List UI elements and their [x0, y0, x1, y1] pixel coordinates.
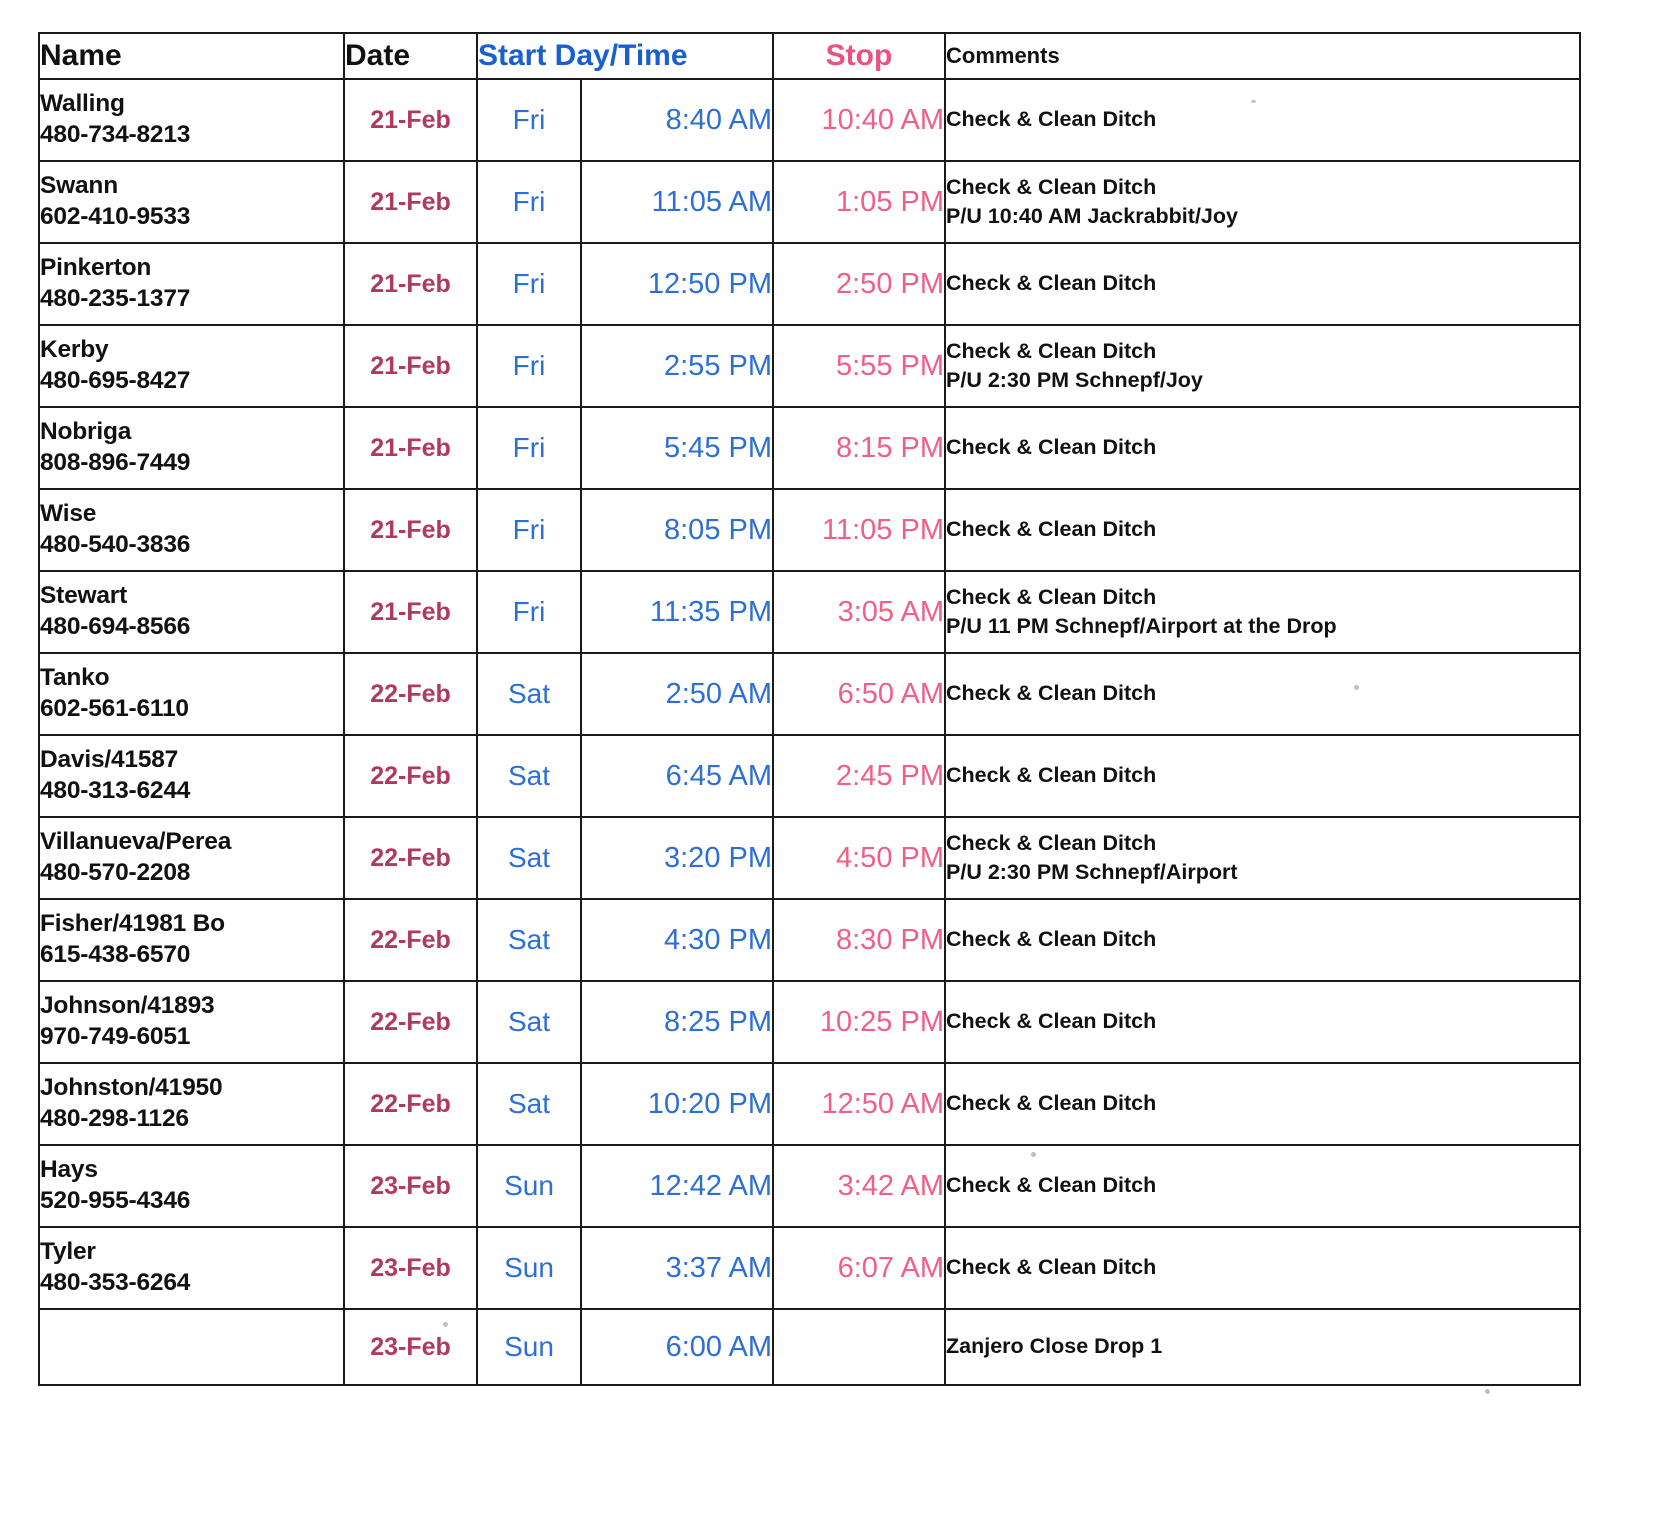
cell-day: Fri [477, 571, 581, 653]
table-row [39, 653, 1580, 735]
cell-day: Fri [477, 489, 581, 571]
cell-name [39, 899, 344, 981]
column-header-stop: Stop [773, 33, 945, 79]
customer-name: Walling [40, 90, 125, 118]
cell-name [39, 571, 344, 653]
customer-name: Johnston/41950 [40, 1074, 223, 1102]
column-header-comments: Comments [945, 33, 1580, 79]
schedule-table [38, 32, 1581, 1386]
schedule-sheet [38, 32, 1579, 1386]
cell-stop-time: 11:05 PM [773, 489, 945, 571]
comment-line-1: Check & Clean Ditch [946, 1255, 1157, 1280]
cell-name [39, 325, 344, 407]
cell-comments [945, 735, 1580, 817]
cell-start-time: 4:30 PM [581, 899, 773, 981]
cell-name [39, 1063, 344, 1145]
scan-speck [1354, 685, 1359, 690]
cell-start-time: 12:50 PM [581, 243, 773, 325]
cell-day: Fri [477, 325, 581, 407]
customer-phone: 970-749-6051 [40, 1023, 191, 1050]
customer-name: Wise [40, 500, 97, 528]
cell-stop-time: 5:55 PM [773, 325, 945, 407]
cell-comments [945, 79, 1580, 161]
comment-line-1: Check & Clean Ditch [946, 271, 1157, 296]
cell-stop-time: 8:30 PM [773, 899, 945, 981]
customer-phone: 480-734-8213 [40, 121, 191, 148]
cell-start-time: 5:45 PM [581, 407, 773, 489]
cell-start-time: 6:45 AM [581, 735, 773, 817]
comment-line-1: Check & Clean Ditch [946, 1091, 1157, 1116]
comment-line-2: P/U 10:40 AM Jackrabbit/Joy [946, 204, 1238, 228]
cell-date: 22-Feb [344, 735, 477, 817]
customer-name: Davis/41587 [40, 746, 179, 774]
customer-phone: 480-353-6264 [40, 1269, 191, 1296]
cell-day: Sat [477, 981, 581, 1063]
comment-line-1: Check & Clean Ditch [946, 174, 1157, 199]
cell-start-time: 3:37 AM [581, 1227, 773, 1309]
cell-start-time: 3:20 PM [581, 817, 773, 899]
customer-phone: 808-896-7449 [40, 449, 191, 476]
customer-phone: 480-570-2208 [40, 859, 191, 886]
customer-phone: 480-298-1126 [40, 1105, 189, 1132]
cell-comments [945, 1063, 1580, 1145]
table-row [39, 735, 1580, 817]
table-row [39, 407, 1580, 489]
table-row [39, 79, 1580, 161]
cell-day: Fri [477, 161, 581, 243]
cell-day: Sat [477, 817, 581, 899]
customer-name: Tanko [40, 664, 110, 692]
cell-start-time: 11:05 AM [581, 161, 773, 243]
cell-name [39, 653, 344, 735]
customer-name: Johnson/41893 [40, 992, 215, 1020]
column-header-date: Date [344, 33, 477, 79]
cell-date: 21-Feb [344, 161, 477, 243]
cell-start-time: 8:05 PM [581, 489, 773, 571]
cell-name [39, 1309, 344, 1385]
cell-stop-time: 1:05 PM [773, 161, 945, 243]
customer-phone: 615-438-6570 [40, 941, 191, 968]
cell-comments [945, 407, 1580, 489]
scan-speck [443, 1322, 448, 1327]
cell-name [39, 79, 344, 161]
cell-comments [945, 1145, 1580, 1227]
customer-name: Stewart [40, 582, 128, 610]
comment-line-1: Check & Clean Ditch [946, 338, 1157, 363]
customer-phone: 480-313-6244 [40, 777, 191, 804]
cell-name [39, 981, 344, 1063]
cell-stop-time: 4:50 PM [773, 817, 945, 899]
cell-name [39, 161, 344, 243]
comment-line-1: Check & Clean Ditch [946, 1173, 1157, 1198]
table-header [39, 33, 1580, 79]
customer-name: Nobriga [40, 418, 132, 446]
table-row [39, 1309, 1580, 1385]
cell-comments [945, 899, 1580, 981]
cell-date: 22-Feb [344, 981, 477, 1063]
cell-date: 22-Feb [344, 899, 477, 981]
cell-comments [945, 489, 1580, 571]
table-body [39, 79, 1580, 1385]
cell-date: 23-Feb [344, 1309, 477, 1385]
column-header-name: Name [39, 33, 344, 79]
cell-date: 21-Feb [344, 571, 477, 653]
cell-stop-time [773, 1309, 945, 1385]
cell-start-time: 8:40 AM [581, 79, 773, 161]
cell-date: 21-Feb [344, 79, 477, 161]
cell-day: Sat [477, 899, 581, 981]
cell-start-time: 12:42 AM [581, 1145, 773, 1227]
cell-date: 23-Feb [344, 1227, 477, 1309]
cell-comments [945, 161, 1580, 243]
cell-stop-time: 10:25 PM [773, 981, 945, 1063]
comment-line-1: Check & Clean Ditch [946, 763, 1157, 788]
cell-name [39, 735, 344, 817]
cell-start-time: 10:20 PM [581, 1063, 773, 1145]
cell-day: Sat [477, 1063, 581, 1145]
cell-date: 23-Feb [344, 1145, 477, 1227]
cell-comments [945, 325, 1580, 407]
customer-phone: 480-540-3836 [40, 531, 191, 558]
cell-day: Sun [477, 1309, 581, 1385]
cell-comments [945, 571, 1580, 653]
table-row [39, 325, 1580, 407]
cell-start-time: 6:00 AM [581, 1309, 773, 1385]
cell-start-time: 8:25 PM [581, 981, 773, 1063]
table-row [39, 899, 1580, 981]
cell-stop-time: 6:50 AM [773, 653, 945, 735]
comment-line-1: Check & Clean Ditch [946, 681, 1157, 706]
cell-day: Sun [477, 1227, 581, 1309]
scan-speck [1031, 1152, 1036, 1157]
comment-line-1: Check & Clean Ditch [946, 1009, 1157, 1034]
table-row [39, 161, 1580, 243]
comment-line-1: Check & Clean Ditch [946, 830, 1157, 855]
cell-date: 21-Feb [344, 243, 477, 325]
comment-line-1: Check & Clean Ditch [946, 517, 1157, 542]
customer-phone: 480-695-8427 [40, 367, 191, 394]
cell-name [39, 243, 344, 325]
cell-comments [945, 243, 1580, 325]
comment-line-1: Check & Clean Ditch [946, 584, 1157, 609]
table-row [39, 571, 1580, 653]
cell-day: Sat [477, 735, 581, 817]
scan-speck [1485, 1389, 1490, 1394]
customer-name: Kerby [40, 336, 109, 364]
customer-phone: 520-955-4346 [40, 1187, 191, 1214]
table-row [39, 1227, 1580, 1309]
customer-name: Pinkerton [40, 254, 152, 282]
customer-name: Tyler [40, 1238, 96, 1266]
column-header-start: Start Day/Time [477, 33, 773, 79]
cell-comments [945, 1227, 1580, 1309]
comment-line-2: P/U 2:30 PM Schnepf/Airport [946, 860, 1238, 884]
customer-name: Villanueva/Perea [40, 828, 232, 856]
cell-stop-time: 10:40 AM [773, 79, 945, 161]
cell-day: Sun [477, 1145, 581, 1227]
cell-stop-time: 3:05 AM [773, 571, 945, 653]
header-row [39, 33, 1580, 79]
customer-name: Fisher/41981 Bo [40, 910, 225, 938]
cell-stop-time: 3:42 AM [773, 1145, 945, 1227]
customer-name: Hays [40, 1156, 98, 1184]
table-row [39, 817, 1580, 899]
cell-comments [945, 981, 1580, 1063]
customer-phone: 480-694-8566 [40, 613, 191, 640]
table-row [39, 1145, 1580, 1227]
cell-date: 22-Feb [344, 817, 477, 899]
cell-stop-time: 12:50 AM [773, 1063, 945, 1145]
cell-day: Fri [477, 407, 581, 489]
cell-day: Sat [477, 653, 581, 735]
table-row [39, 981, 1580, 1063]
comment-line-1: Check & Clean Ditch [946, 927, 1157, 952]
comment-line-1: Check & Clean Ditch [946, 435, 1157, 460]
cell-start-time: 2:50 AM [581, 653, 773, 735]
cell-stop-time: 2:45 PM [773, 735, 945, 817]
table-row [39, 243, 1580, 325]
customer-phone: 480-235-1377 [40, 285, 191, 312]
comment-line-1: Zanjero Close Drop 1 [946, 1334, 1163, 1359]
cell-date: 21-Feb [344, 489, 477, 571]
customer-phone: 602-561-6110 [40, 695, 189, 722]
comment-line-1: Check & Clean Ditch [946, 107, 1157, 132]
cell-name [39, 1145, 344, 1227]
cell-date: 21-Feb [344, 325, 477, 407]
table-row [39, 489, 1580, 571]
table-row [39, 1063, 1580, 1145]
cell-comments [945, 1309, 1580, 1385]
cell-day: Fri [477, 243, 581, 325]
cell-stop-time: 2:50 PM [773, 243, 945, 325]
cell-stop-time: 6:07 AM [773, 1227, 945, 1309]
cell-comments [945, 653, 1580, 735]
comment-line-2: P/U 2:30 PM Schnepf/Joy [946, 368, 1203, 392]
customer-name: Swann [40, 172, 118, 200]
cell-date: 22-Feb [344, 653, 477, 735]
cell-start-time: 11:35 PM [581, 571, 773, 653]
cell-stop-time: 8:15 PM [773, 407, 945, 489]
customer-phone: 602-410-9533 [40, 203, 191, 230]
cell-name [39, 489, 344, 571]
cell-name [39, 407, 344, 489]
cell-name [39, 817, 344, 899]
cell-day: Fri [477, 79, 581, 161]
comment-line-2: P/U 11 PM Schnepf/Airport at the Drop [946, 614, 1337, 638]
cell-date: 21-Feb [344, 407, 477, 489]
cell-start-time: 2:55 PM [581, 325, 773, 407]
scan-speck [1251, 100, 1256, 103]
cell-date: 22-Feb [344, 1063, 477, 1145]
cell-name [39, 1227, 344, 1309]
cell-comments [945, 817, 1580, 899]
